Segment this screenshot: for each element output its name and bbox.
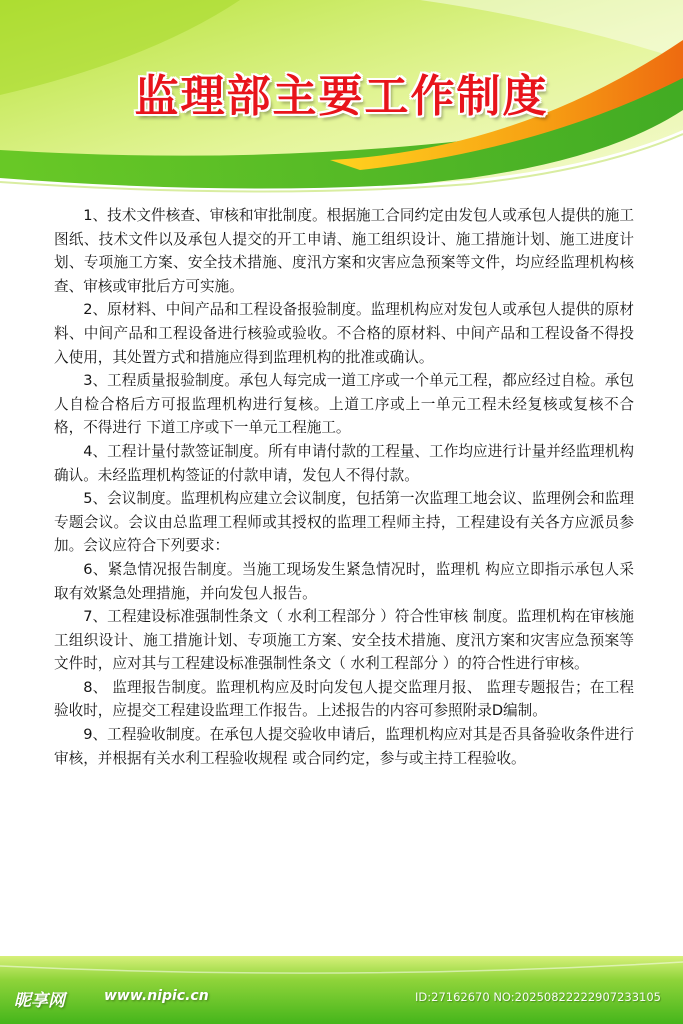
- regulation-item: 1、技术文件核查、审核和审批制度。根据施工合同约定由发包人或承包人提供的施工图纸、技术文件以及承包人提交的开工申请、施工组织设计、施工措施计划、施工进度计划、专项施工方案、安全技术措施、度汛方案和灾害应急预案等文件，均应经监理机构核查、审核或审批后方可实施。: [54, 207, 634, 295]
- watermark-site: www.nipic.cn: [104, 988, 209, 1004]
- regulation-item: 3、工程质量报验制度。承包人每完成一道工序或一个单元工程，都应经过自检。承包人自检合格后方可报监理机构进行复核。上道工序或上一单元工程未经复核或复核不合格，不得进行 下道工序或下一单元工程施工。: [54, 372, 634, 437]
- image-id-label: ID:27162670 NO:20250822222907233105: [415, 990, 661, 1004]
- watermark-logo: 昵享网: [14, 991, 65, 1011]
- regulation-item: 8、 监理报告制度。监理机构应及时向发包人提交监理月报、 监理专题报告；在工程验收时，应提交工程建设监理工作报告。上述报告的内容可参照附录D编制。: [54, 678, 634, 720]
- regulation-item: 9、工程验收制度。在承包人提交验收申请后，监理机构应对其是否具备验收条件进行审核，并根据有关水利工程验收规程 或合同约定，参与或主持工程验收。: [54, 726, 634, 767]
- page-title: 监理部主要工作制度: [134, 71, 549, 122]
- regulation-item: 2、原材料、中间产品和工程设备报验制度。监理机构应对发包人或承包人提供的原材料、中间产品和工程设备进行核验或验收。不合格的原材料、中间产品和工程设备不得投入使用，其处置方式和措施应得到监理机构的批准或确认。: [54, 301, 634, 366]
- regulations-body: [54, 204, 634, 770]
- regulation-item: 5、会议制度。监理机构应建立会议制度，包括第一次监理工地会议、监理例会和监理专题会议。会议由总监理工程师或其授权的监理工程师主持，工程建设有关各方应派员参加。会议应符合下列要求：: [54, 490, 634, 555]
- regulation-item: 6、紧急情况报告制度。当施工现场发生紧急情况时，监理机 构应立即指示承包人采取有效紧急处理措施，并向发包人报告。: [54, 560, 634, 602]
- regulation-item: 4、工程计量付款签证制度。所有申请付款的工程量、工作均应进行计量并经监理机构确认。未经监理机构签证的付款申请，发包人不得付款。: [54, 442, 634, 484]
- regulation-item: 7、工程建设标准强制性条文（ 水利工程部分 ）符合性审核 制度。监理机构在审核施工组织设计、施工措施计划、专项施工方案、安全技术措施、度汛方案和灾害应急预案等文件时，应对其与工程建设标准强制性条文（ 水利工程部分 ）的符合性进行审核。: [54, 608, 634, 673]
